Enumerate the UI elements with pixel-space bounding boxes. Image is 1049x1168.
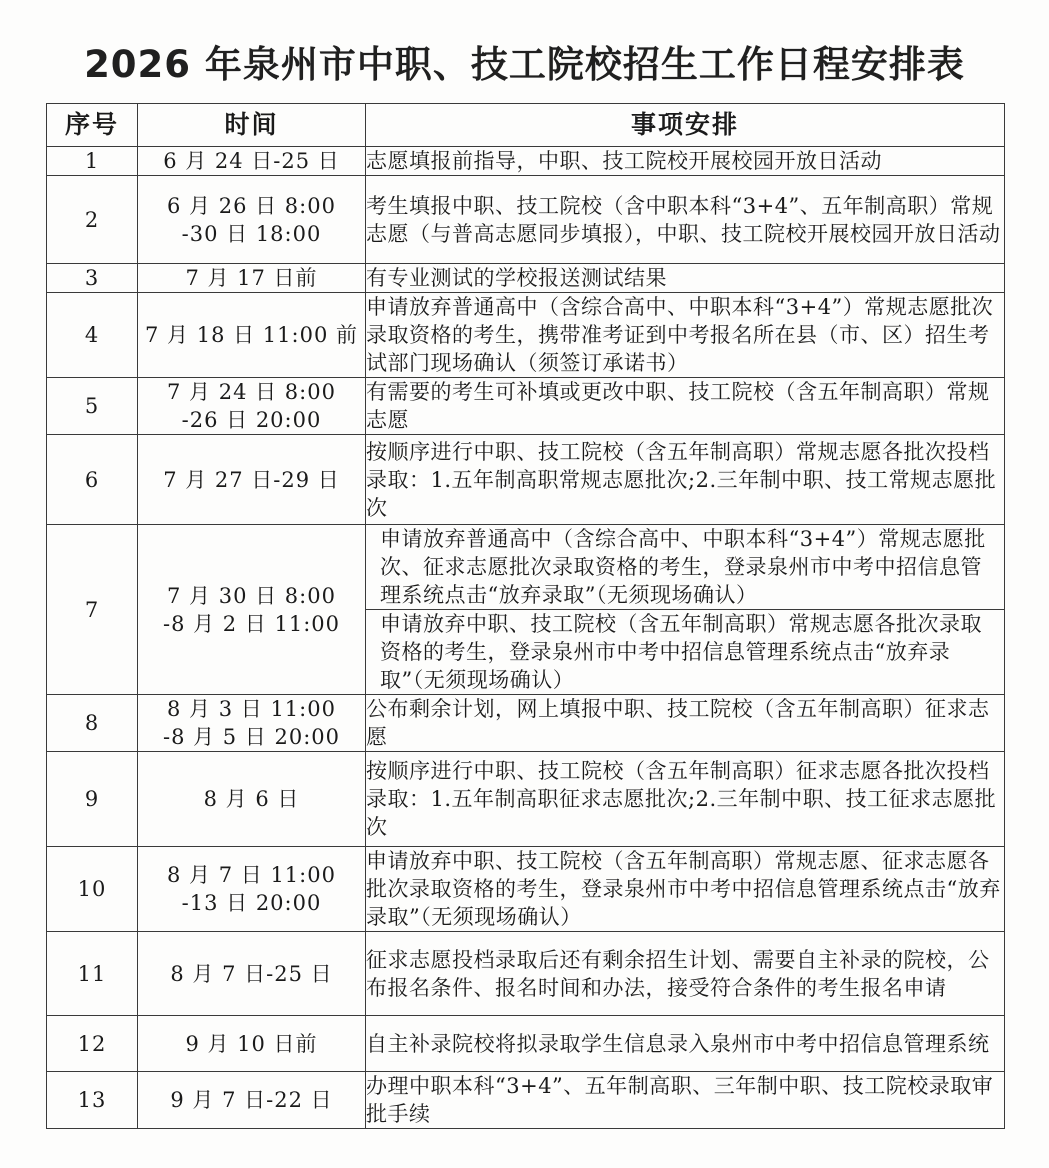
table-row (47, 176, 1005, 264)
table-row (47, 1072, 1005, 1129)
time-line: 9 月 10 日前 (185, 1031, 318, 1056)
schedule-table (46, 103, 1005, 1129)
time-line: 7 月 17 日前 (185, 266, 318, 290)
row-number: 4 (47, 293, 138, 378)
header-time: 时间 (138, 104, 366, 147)
row-number: 12 (47, 1016, 138, 1072)
row-number: 13 (47, 1072, 138, 1129)
row-number: 9 (47, 752, 138, 847)
time-line: -13 日 20:00 (181, 891, 322, 915)
time-line: 8 月 7 日-25 日 (170, 961, 333, 986)
row-item: 有专业测试的学校报送测试结果 (366, 264, 1005, 293)
row-item: 按顺序进行中职、技工院校（含五年制高职）征求志愿各批次投档录取：1.五年制高职征求志愿批次;2.三年制中职、技工征求志愿批次 (366, 752, 1005, 847)
row-item: 自主补录院校将拟录取学生信息录入泉州市中考中招信息管理系统 (366, 1016, 1005, 1072)
time-line: 7 月 18 日 11:00 前 (145, 323, 358, 347)
table-header-row (47, 104, 1005, 147)
row-number: 5 (47, 378, 138, 435)
time-line: 7 月 30 日 8:00 (167, 583, 336, 608)
row-time (138, 1016, 366, 1072)
row-item: 按顺序进行中职、技工院校（含五年制高职）常规志愿各批次投档录取：1.五年制高职常规志愿批次;2.三年制中职、技工常规志愿批次 (366, 435, 1005, 525)
time-line: 8 月 3 日 11:00 (167, 697, 336, 721)
header-no: 序号 (47, 104, 138, 147)
table-row (47, 752, 1005, 847)
time-line: -26 日 20:00 (181, 408, 322, 432)
table-row (47, 932, 1005, 1016)
row-time (138, 1072, 366, 1129)
row-item (366, 525, 1005, 695)
table-row (47, 293, 1005, 378)
item-sub-entry: 申请放弃中职、技工院校（含五年制高职）常规志愿各批次录取资格的考生，登录泉州市中考中招信息管理系统点击“放弃录取”（无须现场确认） (366, 609, 1004, 694)
row-time (138, 752, 366, 847)
row-number: 10 (47, 847, 138, 932)
time-line: 6 月 24 日-25 日 (163, 149, 340, 173)
row-number: 8 (47, 695, 138, 752)
row-item: 志愿填报前指导，中职、技工院校开展校园开放日活动 (366, 147, 1005, 176)
row-item: 办理中职本科“3+4”、五年制高职、三年制中职、技工院校录取审批手续 (366, 1072, 1005, 1129)
row-time (138, 695, 366, 752)
time-line: 8 月 6 日 (203, 787, 300, 811)
row-item: 申请放弃普通高中（含综合高中、中职本科“3+4”）常规志愿批次录取资格的考生，携带准考证到中考报名所在县（市、区）招生考试部门现场确认（须签订承诺书） (366, 293, 1005, 378)
row-time (138, 525, 366, 695)
item-sub-entry: 申请放弃普通高中（含综合高中、中职本科“3+4”）常规志愿批次、征求志愿批次录取资格的考生，登录泉州市中考中招信息管理系统点击“放弃录取”（无须现场确认） (380, 527, 986, 607)
time-line: -8 月 5 日 20:00 (162, 725, 341, 749)
row-item: 考生填报中职、技工院校（含中职本科“3+4”、五年制高职）常规志愿（与普高志愿同步填报），中职、技工院校开展校园开放日活动 (366, 176, 1005, 264)
time-line: 7 月 24 日 8:00 (167, 380, 336, 404)
row-time (138, 264, 366, 293)
table-row (47, 525, 1005, 695)
row-number: 3 (47, 264, 138, 293)
row-number: 1 (47, 147, 138, 176)
time-line: -8 月 2 日 11:00 (162, 611, 341, 636)
time-line: 9 月 7 日-22 日 (170, 1088, 333, 1112)
table-row (47, 147, 1005, 176)
table-row (47, 435, 1005, 525)
table-row (47, 378, 1005, 435)
table-row (47, 264, 1005, 293)
time-line: 8 月 7 日 11:00 (167, 863, 336, 887)
row-time (138, 176, 366, 264)
row-time (138, 293, 366, 378)
table-row (47, 695, 1005, 752)
row-number: 11 (47, 932, 138, 1016)
row-item: 征求志愿投档录取后还有剩余招生计划、需要自主补录的院校，公布报名条件、报名时间和办法，接受符合条件的考生报名申请 (366, 932, 1005, 1016)
header-item: 事项安排 (366, 104, 1005, 147)
row-item: 有需要的考生可补填或更改中职、技工院校（含五年制高职）常规志愿 (366, 378, 1005, 435)
document-title: 2026 年泉州市中职、技工院校招生工作日程安排表 (84, 43, 965, 86)
row-time (138, 932, 366, 1016)
row-item: 公布剩余计划，网上填报中职、技工院校（含五年制高职）征求志愿 (366, 695, 1005, 752)
table-row (47, 1016, 1005, 1072)
row-time (138, 435, 366, 525)
row-number: 2 (47, 176, 138, 264)
row-number: 6 (47, 435, 138, 525)
time-line: 7 月 27 日-29 日 (163, 467, 340, 492)
row-number: 7 (47, 525, 138, 695)
row-time (138, 378, 366, 435)
table-body (47, 147, 1005, 1129)
row-time (138, 847, 366, 932)
row-time (138, 147, 366, 176)
time-line: -30 日 18:00 (181, 221, 322, 246)
table-row (47, 847, 1005, 932)
row-item: 申请放弃中职、技工院校（含五年制高职）常规志愿、征求志愿各批次录取资格的考生，登录泉州市中考中招信息管理系统点击“放弃录取”（无须现场确认） (366, 847, 1005, 932)
time-line: 6 月 26 日 8:00 (167, 193, 336, 218)
